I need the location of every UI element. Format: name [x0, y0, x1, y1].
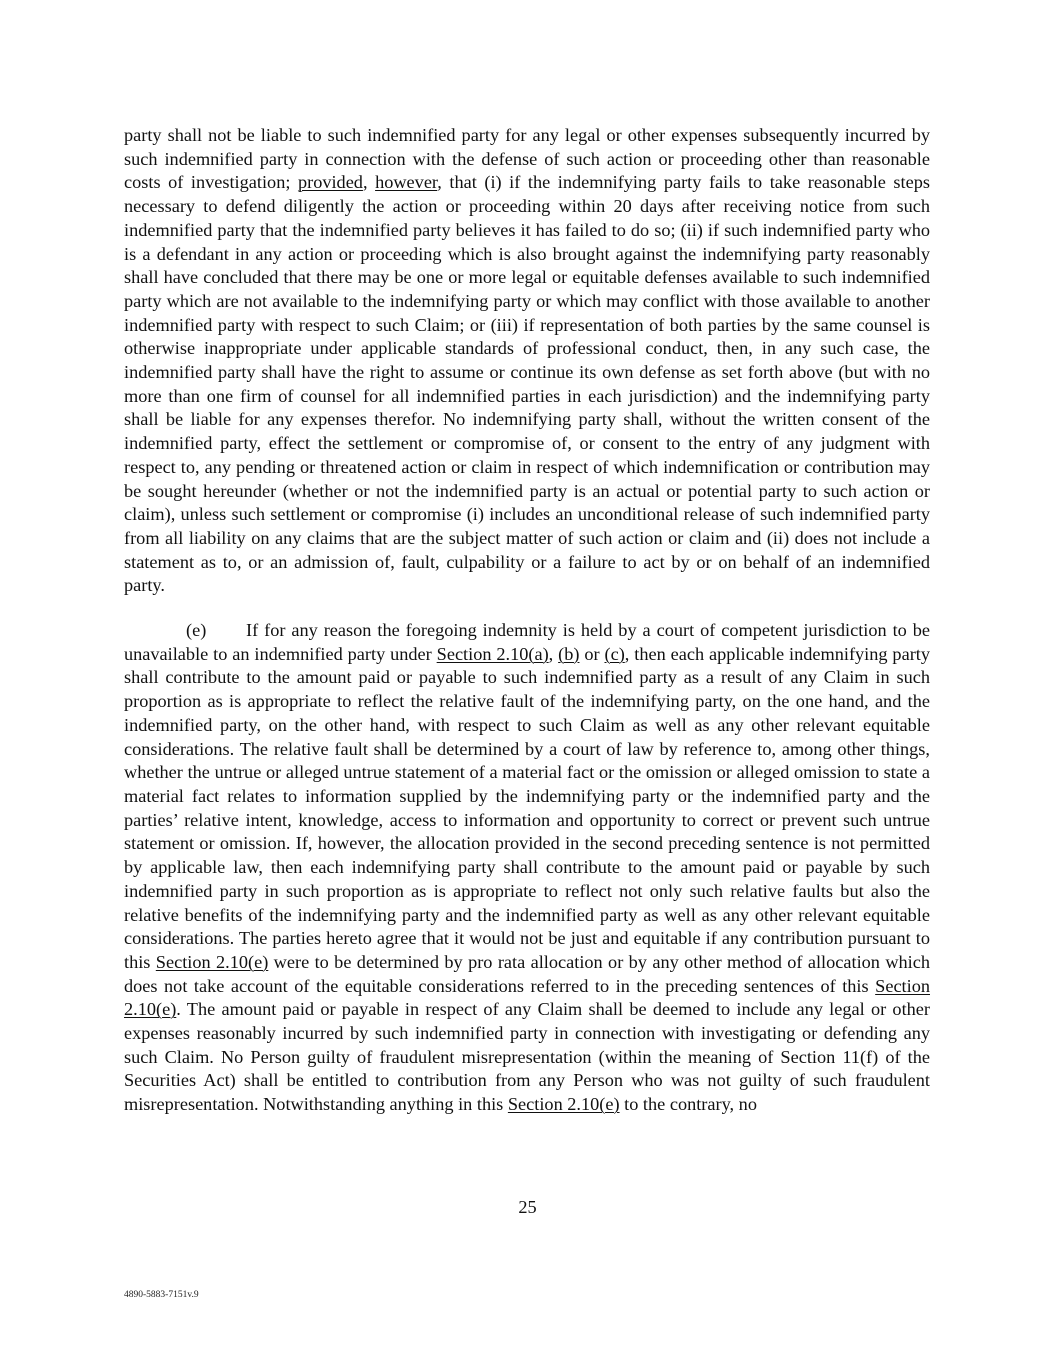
text-segment: provided	[297, 172, 363, 193]
text-segment: however	[375, 172, 438, 193]
paragraph-indemnification-defense	[124, 124, 930, 598]
page-number: 25	[518, 1197, 537, 1217]
text-segment: party shall not be liable to such indemnified party for any legal or other expenses subsequently incurred by such indemnified party in connection with the defense of such action or proceeding other than reasonable costs of investigation;	[124, 125, 930, 193]
text-segment: If for any reason the foregoing indemnity is held by a court of competent jurisdiction to be unavailable to an indemnified party under	[124, 620, 930, 664]
paragraph-contribution	[124, 619, 930, 1117]
subsection-label: (e)	[186, 620, 207, 641]
text-segment: . The amount paid or payable in respect of any Claim shall be deemed to include any legal or other expenses reasonably incurred by such indemnified party in connection with investigating or defending any such Claim. No Person guilty of fraudulent misrepresentation (within the meaning of Section 11(f) of the Securities Act) shall be entitled to contribution from any Person who was not guilty of such fraudulent misrepresentation. Notwithstanding anything in this	[124, 999, 930, 1115]
section-reference: Section 2.10(e)	[124, 975, 930, 1020]
section-reference: (c)	[604, 643, 625, 664]
text-segment: , then each applicable indemnifying party shall contribute to the amount paid or payable to such indemnified party as a result of any Claim in such proportion as is appropriate to reflect the relative fault of the indemnifying party, on the one hand, and the indemnified party, on the other hand, with respect to such Claim as well as any other relevant equitable considerations. The relative fault shall be determined by a court of law by reference to, among other things, whether the untrue or alleged untrue statement of a material fact or the omission or alleged omission to state a material fact relates to information supplied by the indemnifying party or the indemnified party and the parties’ relative intent, knowledge, access to information and opportunity to correct or prevent such untrue statement or omission. If, however, the allocation provided in the second preceding sentence is not permitted by applicable law, then each indemnifying party shall contribute to the amount paid or payable by such indemnified party in such proportion as is appropriate to reflect not only such relative faults but also the relative benefits of the indemnifying party and the indemnified party as well as any other relevant equitable considerations. The parties hereto agree that it would not be just and equitable if any contribution pursuant to this	[124, 643, 930, 972]
section-reference: Section 2.10(a)	[436, 643, 549, 664]
section-reference: Section 2.10(e)	[507, 1094, 620, 1115]
text-segment: ,	[362, 172, 376, 193]
document-id: 4890-5883-7151v.9	[124, 1290, 199, 1300]
section-reference: Section 2.10(e)	[155, 951, 269, 972]
text-segment: or	[579, 643, 605, 664]
text-segment: ,	[548, 643, 559, 664]
document-body	[124, 124, 930, 1117]
text-segment: were to be determined by pro rata allocation or by any other method of allocation which does not take account of the equitable considerations referred to in the preceding sentences of this	[124, 951, 931, 996]
section-reference: (b)	[558, 643, 580, 664]
text-segment: to the contrary, no	[619, 1094, 757, 1115]
text-segment: , that (i) if the indemnifying party fails to take reasonable steps necessary to defend diligently the action or proceeding within 20 days after receiving notice from such indemnified party that the indemnified party believes it has failed to do so; (ii) if such indemnified party who is a defendant in any action or proceeding which is also brought against the indemnifying party reasonably shall have concluded that there may be one or more legal or equitable defenses available to such indemnified party which are not available to the indemnifying party or which may conflict with those available to another indemnified party with respect to such Claim; or (iii) if representation of both parties by the same counsel is otherwise inappropriate under applicable standards of professional conduct, then, in any such case, the indemnified party shall have the right to assume or continue its own defense as set forth above (but with no more than one firm of counsel for all indemnified parties in each jurisdiction) and the indemnifying party shall be liable for any expenses therefor. No indemnifying party shall, without the written consent of the indemnified party, effect the settlement or compromise of, or consent to the entry of any judgment with respect to, any pending or threatened action or claim in respect of which indemnification or contribution may be sought hereunder (whether or not the indemnified party is an actual or potential party to such action or claim), unless such settlement or compromise (i) includes an unconditional release of such indemnified party from all liability on any claims that are the subject matter of such action or claim and (ii) does not include a statement as to, or an admission of, fault, culpability or a failure to act by or on behalf of an indemnified party.	[124, 172, 930, 596]
